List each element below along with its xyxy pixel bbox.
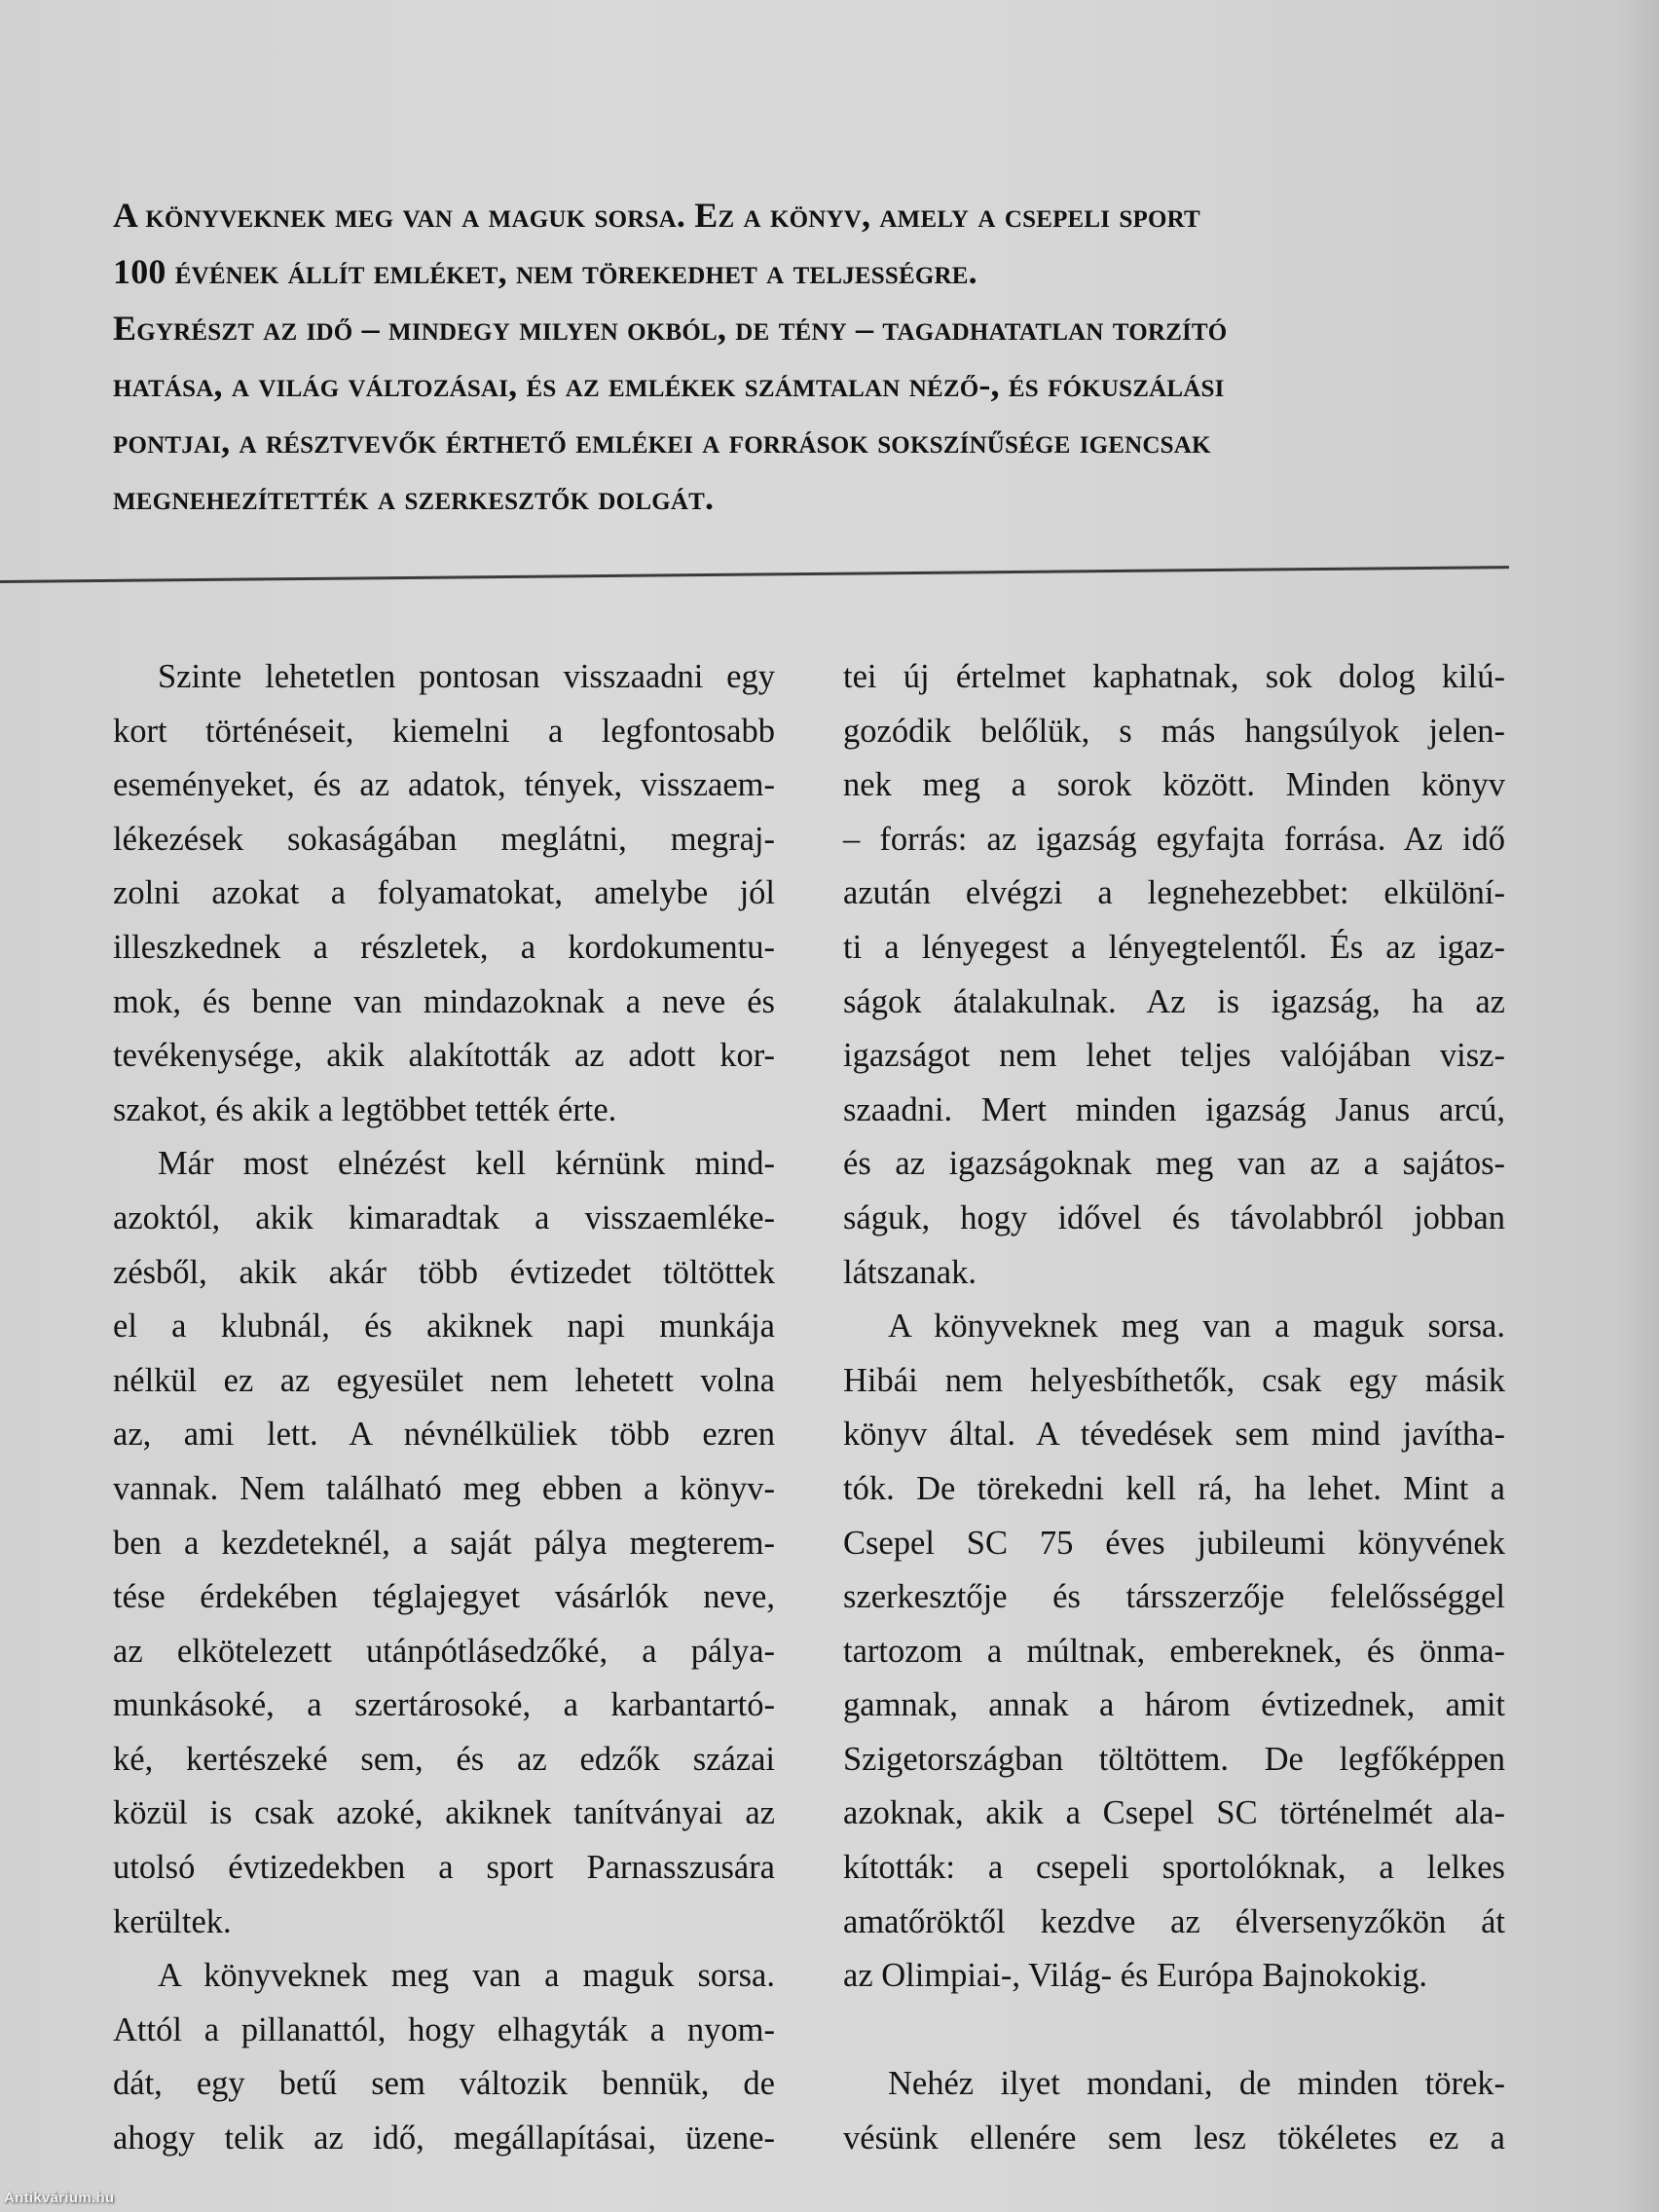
text-line: tók. De törekedni kell rá, ha lehet. Mint a — [843, 1469, 1505, 1507]
intro-line: pontjai, a résztvevők érthető emlékei a források sokszínűsége igencsak — [113, 422, 1211, 461]
paragraph — [843, 2057, 1505, 2165]
text-line: az, ami lett. A névnélküliek több ezren — [113, 1416, 775, 1454]
text-line: ti a lényegest a lényegtelentől. És az igaz- — [843, 928, 1505, 966]
text-line: zolni azokat a folyamatokat, amelybe jól — [113, 874, 775, 912]
text-line: vésünk ellenére sem lesz tökéletes ez a — [843, 2120, 1505, 2157]
text-line: és az igazságoknak meg van az a sajátos- — [843, 1145, 1505, 1183]
text-line: gamnak, annak a három évtizednek, amit — [843, 1686, 1505, 1724]
paragraph — [113, 650, 775, 1137]
intro-block — [113, 187, 1456, 526]
watermark-logo: Antikvárium.hu — [4, 2190, 115, 2206]
page-edge-shadow — [1620, 0, 1659, 2212]
text-line: nélkül ez az egyesület nem lehetett volna — [113, 1361, 775, 1399]
text-line: vannak. Nem található meg ebben a könyv- — [113, 1469, 775, 1507]
text-line: Már most elnézést kell kérnünk mind- — [158, 1145, 775, 1183]
intro-line: hatása, a világ változásai, és az emlékek számtalan néző-, és fókuszálási — [113, 365, 1225, 404]
text-line: az elkötelezett utánpótlásedzőké, a pálya- — [113, 1632, 775, 1670]
text-line: zésből, akik akár több évtizedet töltöttek — [113, 1253, 775, 1291]
text-line: Szinte lehetetlen pontosan visszaadni egy — [158, 658, 775, 695]
text-line: dát, egy betű sem változik bennük, de — [113, 2065, 775, 2103]
text-line: szerkesztője és társszerzője felelősséggel — [843, 1578, 1505, 1616]
text-line: szaadni. Mert minden igazság Janus arcú, — [843, 1090, 1505, 1128]
text-line: könyv által. A tévedések sem mind javítha- — [843, 1416, 1505, 1454]
text-line: kerültek. — [113, 1902, 232, 1940]
text-line: utolsó évtizedekben a sport Parnasszusára — [113, 1849, 775, 1887]
paragraph — [113, 1137, 775, 1949]
text-line: munkásoké, a szertárosoké, a karbantartó- — [113, 1686, 775, 1724]
text-line: mok, és benne van mindazoknak a neve és — [113, 982, 775, 1020]
text-line: el a klubnál, és akiknek napi munkája — [113, 1308, 775, 1346]
text-line: kították: a csepeli sportolóknak, a lelkes — [843, 1849, 1505, 1887]
text-line: kort történéseit, kiemelni a legfontosabb — [113, 712, 775, 750]
text-line: tevékenysége, akik alakították az adott kor- — [113, 1037, 775, 1075]
text-line: illeszkednek a részletek, a kordokumentu- — [113, 928, 775, 966]
text-line: Attól a pillanattól, hogy elhagyták a nyom- — [113, 2010, 775, 2048]
text-line: azután elvégzi a legnehezebbet: elkülöní- — [843, 874, 1505, 912]
text-line: Nehéz ilyet mondani, de minden törek- — [888, 2065, 1505, 2103]
left-column — [113, 650, 775, 2166]
text-line: ságuk, hogy idővel és távolabbról jobban — [843, 1198, 1505, 1236]
text-line: ké, kertészeké sem, és az edzők százai — [113, 1740, 775, 1778]
text-line: Csepel SC 75 éves jubileumi könyvének — [843, 1524, 1505, 1562]
text-line: nek meg a sorok között. Minden könyv — [843, 766, 1505, 804]
text-line: tei új értelmet kaphatnak, sok dolog kilú- — [843, 658, 1505, 695]
paragraph — [843, 650, 1505, 1300]
intro-line: A könyveknek meg van a maguk sorsa. Ez a könyv, amely a csepeli sport — [113, 196, 1200, 235]
text-line: amatőröktől kezdve az élversenyzőkön át — [843, 1902, 1505, 1940]
text-line: ságok átalakulnak. Az is igazság, ha az — [843, 982, 1505, 1020]
horizontal-divider — [0, 566, 1509, 583]
text-line: látszanak. — [843, 1253, 977, 1291]
text-line: – forrás: az igazság egyfajta forrása. Az idő — [843, 820, 1505, 858]
text-line: Szigetországban töltöttem. De legfőképpen — [843, 1740, 1505, 1778]
paragraph — [843, 1300, 1505, 2004]
text-line: eseményeket, és az adatok, tények, visszaem- — [113, 766, 775, 804]
text-line: azoknak, akik a Csepel SC történelmét ala- — [843, 1794, 1505, 1832]
text-line: Hibái nem helyesbíthetők, csak egy másik — [843, 1361, 1505, 1399]
text-line: A könyveknek meg van a maguk sorsa. — [888, 1308, 1505, 1346]
text-line: gozódik belőlük, s más hangsúlyok jelen- — [843, 712, 1505, 750]
text-line: tartozom a múltnak, embereknek, és önma- — [843, 1632, 1505, 1670]
text-line: az Olimpiai-, Világ- és Európa Bajnokokig. — [843, 1957, 1427, 1995]
text-line: szakot, és akik a legtöbbet tették érte. — [113, 1090, 617, 1128]
text-line: azoktól, akik kimaradtak a visszaemléke- — [113, 1198, 775, 1236]
text-line: közül is csak azoké, akiknek tanítványai az — [113, 1794, 775, 1832]
text-line: A könyveknek meg van a maguk sorsa. — [158, 1957, 775, 1995]
text-line: lékezések sokaságában meglátni, megraj- — [113, 820, 775, 858]
intro-line: 100 évének állít emléket, nem törekedhet a teljességre. — [113, 252, 977, 291]
text-line: tése érdekében téglajegyet vásárlók neve, — [113, 1578, 775, 1616]
paragraph-spacer — [843, 2004, 1505, 2058]
intro-line: Egyrészt az idő – mindegy milyen okból, de tény – tagadhatatlan torzító — [113, 309, 1228, 348]
right-column — [843, 650, 1505, 2166]
text-line: ahogy telik az idő, megállapításai, üzene- — [113, 2120, 775, 2157]
text-line: igazságot nem lehet teljes valójában visz- — [843, 1037, 1505, 1075]
text-line: ben a kezdeteknél, a saját pálya megterem- — [113, 1524, 775, 1562]
intro-line: megnehezítették a szerkesztők dolgát. — [113, 478, 715, 517]
paragraph — [113, 1949, 775, 2165]
